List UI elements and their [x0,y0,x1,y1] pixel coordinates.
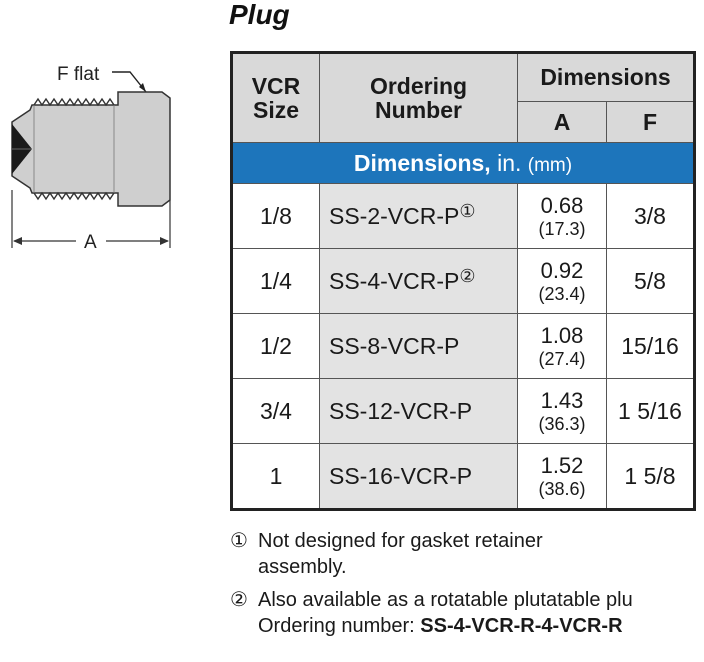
header-row-1 [232,53,695,102]
footnote-1-line1: Not designed for gasket retainer [258,530,543,552]
cell-size: 1/8 [232,184,320,249]
cell-ordering-number [320,379,518,444]
table-row [232,184,695,249]
cell-ordering-number [320,249,518,314]
footnote-ref: ① [459,200,476,221]
dim-a-inch: 1.43 [540,387,584,413]
dim-a-mm: (36.3) [538,413,586,434]
cell-dim-a [518,249,607,314]
cell-dim-a [518,379,607,444]
header-col-f: F [607,101,695,142]
order-number-text: SS-16-VCR-P [329,462,473,489]
header-ordering-number [320,53,518,143]
dimensions-table [230,51,696,511]
footnote-2-body [258,587,633,639]
unit-band [232,143,695,184]
cell-ordering-number [320,444,518,510]
footnotes [230,528,704,646]
footnote-1 [230,528,704,580]
footnote-ref: ② [459,265,476,286]
thread-top [34,99,114,105]
length-label: A [84,232,97,253]
cell-size: 1 [232,444,320,510]
header-size-line2: Size [252,97,300,123]
dim-a-mm: (38.6) [538,478,586,499]
footnote-2-line1: Also available as a rotatable plutatable plu [258,589,633,611]
dim-arrow-left [13,237,22,245]
dim-arrow-right [160,237,169,245]
page-title: Plug [229,0,290,30]
cell-dim-a [518,314,607,379]
order-number-text: SS-12-VCR-P [329,397,473,424]
cell-ordering-number [320,184,518,249]
plug-body [12,92,170,206]
footnote-2-ordering-number: SS-4-VCR-R-4-VCR-R [420,615,623,637]
cell-dim-a [518,444,607,510]
band-label: Dimensions, [353,149,491,176]
cell-dim-f: 1 5/16 [607,379,695,444]
order-number-text: SS-8-VCR-P [329,332,460,359]
unit-band-row [232,143,695,184]
thread-bottom [34,193,114,199]
dim-a-inch: 1.08 [540,322,584,348]
header-dimensions: Dimensions [518,53,695,102]
cell-dim-f: 5/8 [607,249,695,314]
band-unit: in. [497,149,522,176]
cell-size: 1/4 [232,249,320,314]
table-row [232,379,695,444]
dim-a-mm: (23.4) [538,283,586,304]
dim-a-inch: 0.92 [540,257,584,283]
header-size-line1: VCR [251,73,301,99]
footnote-1-line2: assembly. [258,556,347,578]
footnote-2 [230,587,704,639]
dim-a-inch: 1.52 [540,452,584,478]
header-order-line1: Ordering [369,73,468,99]
footnote-2-mark: ② [230,589,248,611]
flat-leader-line [112,72,146,92]
cell-ordering-number [320,314,518,379]
footnote-2-line2-prefix: Ordering number: [258,615,421,637]
band-alt-unit: (mm) [527,154,573,176]
order-number-text: SS-4-VCR-P [329,267,460,294]
header-col-a: A [518,101,607,142]
table-row [232,444,695,510]
cell-dim-f: 1 5/8 [607,444,695,510]
order-number-text: SS-2-VCR-P [329,202,460,229]
flat-label: F flat [57,64,100,85]
cell-size: 3/4 [232,379,320,444]
cell-dim-f: 15/16 [607,314,695,379]
header-vcr-size [232,53,320,143]
table-row [232,314,695,379]
cell-dim-a [518,184,607,249]
cell-size: 1/2 [232,314,320,379]
footnote-1-body [258,528,543,580]
dim-a-mm: (27.4) [538,348,586,369]
dim-a-inch: 0.68 [540,192,584,218]
cell-dim-f: 3/8 [607,184,695,249]
header-order-line2: Number [375,97,462,123]
table-row [232,249,695,314]
footnote-1-mark: ① [230,530,248,552]
dim-a-mm: (17.3) [538,218,586,239]
plug-drawing [0,50,210,270]
